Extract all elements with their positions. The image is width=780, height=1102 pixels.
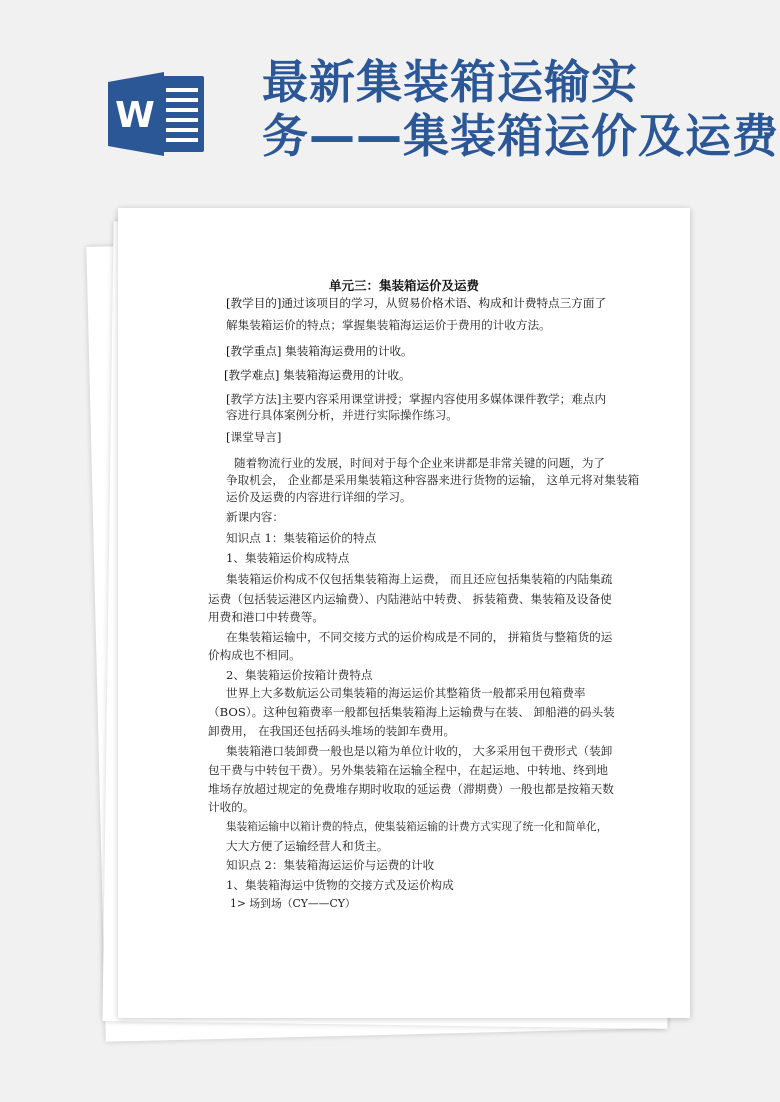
- word-document-icon: [108, 70, 208, 158]
- paragraph-line: 集装箱港口装卸费一般也是以箱为单位计收的， 大多采用包干费形式（装卸: [226, 744, 613, 758]
- paragraph-line: 解集装箱运价的特点；掌握集装箱海运运价于费用的计收方法。: [226, 318, 551, 332]
- document-page: [118, 208, 690, 1018]
- paragraph-line: 集装箱运价构成不仅包括集装箱海上运费， 而且还应包括集装箱的内陆集疏: [226, 572, 613, 586]
- paragraph-line: 在集装箱运输中，不同交接方式的运价构成是不同的， 拼箱货与整箱货的运: [226, 630, 613, 644]
- paragraph-line: 价构成也不相同。: [208, 648, 301, 662]
- paragraph-line: 运价及运费的内容进行详细的学习。: [226, 490, 412, 504]
- paragraph-line: 1、集装箱运价构成特点: [226, 551, 350, 565]
- paragraph-line: 世界上大多数航运公司集装箱的海运运价其整箱货一般都采用包箱费率: [226, 686, 586, 700]
- paragraph-line: 卸费用， 在我国还包括码头堆场的装卸车费用。: [208, 724, 456, 738]
- document-title: 单元三：集装箱运价及运费: [328, 278, 479, 293]
- paragraph-line: [教学方法]主要内容采用课堂讲授；掌握内容使用多媒体课件教学；难点内: [226, 392, 607, 406]
- paragraph-line: 知识点 2：集装箱海运运价与运费的计收: [226, 858, 435, 872]
- paragraph-line: [教学目的]通过该项目的学习，从贸易价格术语、构成和计费特点三方面了: [226, 296, 607, 310]
- paragraph-line: 知识点 1：集装箱运价的特点: [226, 531, 377, 545]
- page-title: [262, 55, 780, 163]
- paragraph-line: 大大方便了运输经营人和货主。: [226, 839, 389, 853]
- paragraph-line: 包干费与中转包干费）。另外集装箱在运输全程中，在起运地、中转地、终到地: [208, 763, 608, 777]
- paragraph-line: 2、集装箱运价按箱计费特点: [226, 668, 373, 682]
- title-line-2: 务——集装箱运价及运费: [262, 109, 779, 163]
- paragraph-line: 集装箱运输中以箱计费的特点，使集装箱运输的计费方式实现了统一化和简单化，: [226, 821, 608, 833]
- paragraph-line: 堆场存放超过规定的免费堆存期时收取的延运费（滞期费）一般也都是按箱天数: [208, 782, 614, 796]
- paragraph-line: 1、集装箱海运中货物的交接方式及运价构成: [226, 878, 454, 892]
- logo-letter: W: [115, 95, 155, 136]
- paragraph-line: [教学难点] 集装箱海运费用的计收。: [224, 368, 411, 382]
- paragraph-line: 运费（包括装运港区内运输费）、内陆港站中转费、 拆装箱费、集装箱及设备使: [208, 592, 612, 606]
- paragraph-line: 1> 场到场（CY——CY）: [230, 897, 356, 910]
- paragraph-line: 容进行具体案例分析，并进行实际操作练习。: [226, 408, 458, 422]
- paragraph-line: 新课内容：: [226, 510, 284, 524]
- paragraph-line: 计收的。: [208, 800, 255, 814]
- paragraph-line: 争取机会， 企业都是采用集装箱这种容器来进行货物的运输， 这单元将对集装箱: [226, 473, 640, 487]
- paragraph-line: （BOS）。这种包箱费率一般都包括集装箱海上运输费与在装、 卸船港的码头装: [208, 705, 615, 719]
- paragraph-line: [课堂导言]: [226, 430, 282, 444]
- paragraph-line: 随着物流行业的发展，时间对于每个企业来讲都是非常关键的问题，为了: [234, 456, 606, 470]
- title-line-1: 最新集装箱运输实: [262, 55, 638, 109]
- paragraph-line: 用费和港口中转费等。: [208, 610, 324, 624]
- paragraph-line: [教学重点] 集装箱海运费用的计收。: [226, 344, 413, 358]
